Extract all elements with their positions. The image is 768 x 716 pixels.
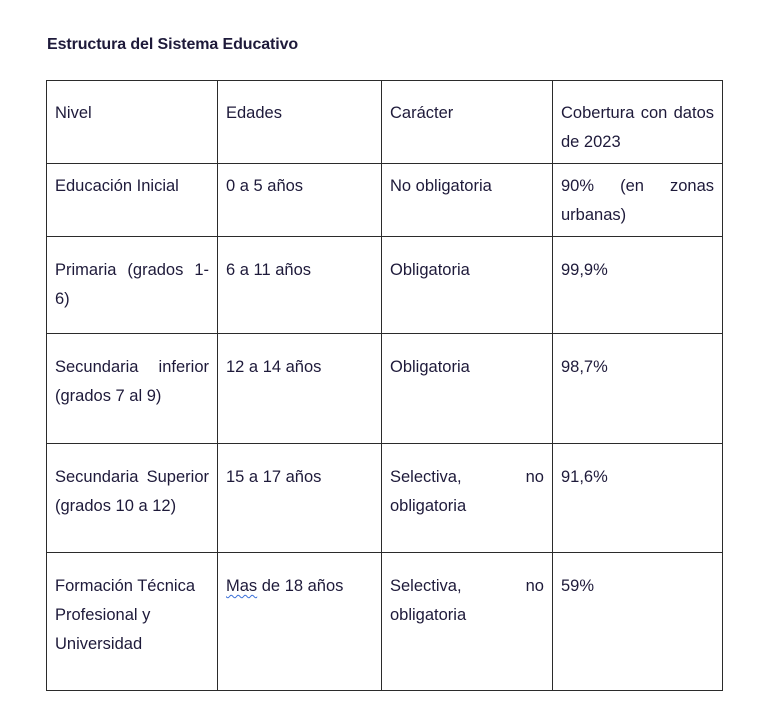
cell-edades: 6 a 11 años: [218, 237, 382, 334]
cell-cobertura: 98,7%: [553, 334, 723, 444]
cell-nivel: Formación Técnica Profesional y Universidad: [47, 553, 218, 691]
table-row: [47, 553, 723, 691]
cell-cobertura: 99,9%: [553, 237, 723, 334]
cell-nivel: Educación Inicial: [47, 164, 218, 237]
misspelled-word[interactable]: Mas: [226, 577, 258, 595]
cell-nivel: Secundaria Superior (grados 10 a 12): [47, 444, 218, 553]
cell-edades-rest: de 18 años: [257, 577, 344, 595]
cell-caracter: Selectiva, no obligatoria: [382, 444, 553, 553]
cell-edades: 0 a 5 años: [218, 164, 382, 237]
table-row: [47, 334, 723, 444]
cell-nivel: Primaria (grados 1-6): [47, 237, 218, 334]
cell-edades: 15 a 17 años: [218, 444, 382, 553]
cell-cobertura: 91,6%: [553, 444, 723, 553]
header-edades: Edades: [218, 81, 382, 164]
cell-caracter: Selectiva, no obligatoria: [382, 553, 553, 691]
cell-caracter: Obligatoria: [382, 334, 553, 444]
cell-cobertura: 59%: [553, 553, 723, 691]
cell-edades: [218, 553, 382, 691]
cell-caracter: Obligatoria: [382, 237, 553, 334]
document-title: Estructura del Sistema Educativo: [47, 36, 299, 53]
table-row: [47, 444, 723, 553]
header-caracter: Carácter: [382, 81, 553, 164]
cell-cobertura: 90% (en zonas urbanas): [553, 164, 723, 237]
cell-nivel: Secundaria inferior (grados 7 al 9): [47, 334, 218, 444]
table-row: [47, 164, 723, 237]
table-row: [47, 237, 723, 334]
table-header-row: [47, 81, 723, 164]
cell-caracter: No obligatoria: [382, 164, 553, 237]
header-nivel: Nivel: [47, 81, 218, 164]
cell-edades: 12 a 14 años: [218, 334, 382, 444]
header-cobertura: Cobertura con datos de 2023: [553, 81, 723, 164]
education-structure-table: [46, 80, 723, 691]
